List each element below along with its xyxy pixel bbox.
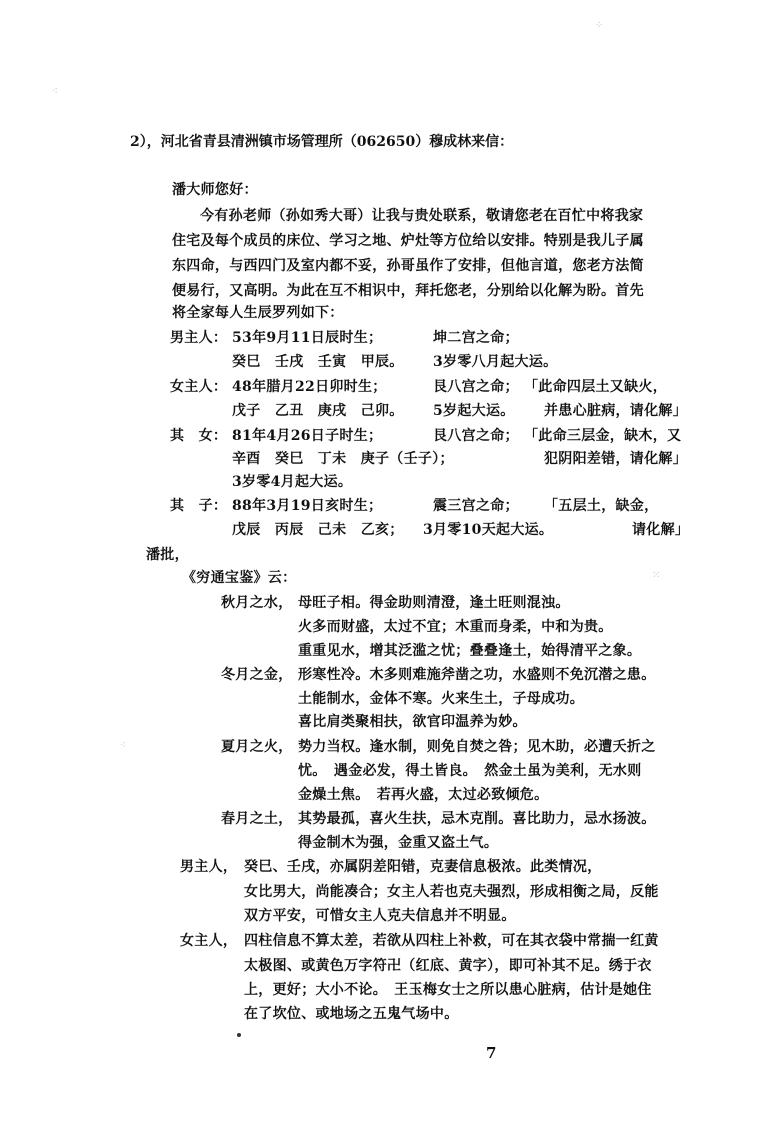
scan-speck: ⁖ bbox=[52, 86, 58, 97]
member-luck: 3岁零八月起大运。 bbox=[433, 354, 558, 370]
quote-line: 重重见水，增其泛滥之忧；叠叠逢土，始得清平之象。 bbox=[298, 643, 642, 659]
comment-line: 女比男大，尚能凑合；女主人若也克夫强烈，形成相衡之局，反能 bbox=[244, 884, 659, 900]
member-label: 其 子： bbox=[170, 498, 228, 514]
member-palace: 坤二宫之命； bbox=[433, 330, 519, 346]
comment-line: 双方平安，可惜女主人克夫信息并不明显。 bbox=[244, 908, 516, 924]
quote-line: 忧。 遇金必发，得土皆良。 然金土虽为美利，无水则 bbox=[298, 763, 642, 779]
member-pillars: 辛酉 癸巳 丁未 庚子（壬子）； bbox=[232, 451, 454, 467]
member-pillars: 癸巳 壬戌 壬寅 甲辰。 bbox=[232, 354, 404, 370]
member-note2: 并患心脏病，请化解」 bbox=[544, 403, 687, 419]
letter-line: 今有孙老师（孙如秀大哥）让我与贵处联系，敬请您老在百忙中将我家 bbox=[200, 208, 644, 224]
quote-line: 其势最孤，喜火生扶，忌木克削。喜比助力，忌水扬波。 bbox=[298, 811, 656, 827]
letter-heading: 2），河北省青县清洲镇市场管理所（062650）穆成林来信： bbox=[130, 134, 514, 150]
salutation: 潘大师您好： bbox=[172, 182, 258, 198]
comment-line: 在了坎位、或地场之五鬼气场中。 bbox=[244, 1006, 459, 1022]
quote-head: 春月之土， bbox=[221, 811, 293, 827]
quote-head: 夏月之火， bbox=[221, 739, 293, 755]
letter-line: 东四命，与西四门及室内都不妥，孙哥虽作了安排，但他言道，您老方法简 bbox=[172, 258, 644, 274]
member-luck: 3月零10天起大运。 bbox=[423, 522, 554, 538]
quote-line: 金燥土焦。 若再火盛，太过必致倾危。 bbox=[298, 787, 549, 803]
member-label: 女主人： bbox=[170, 379, 228, 395]
book-title: 《穷通宝鉴》云： bbox=[182, 570, 297, 586]
scan-speck: ⁖ bbox=[120, 740, 126, 751]
letter-line: 住宅及每个成员的床位、学习之地、炉灶等方位给以安排。特别是我儿子属 bbox=[172, 233, 644, 249]
comment-line: 上，更好；大小不论。 王玉梅女士之所以患心脏病，估计是她住 bbox=[244, 982, 652, 998]
member-note: 「五层土，缺金， bbox=[544, 498, 659, 514]
scan-speck: ⁙ bbox=[652, 570, 661, 581]
quote-line: 土能制水，金体不寒。火来生土，子母成功。 bbox=[298, 691, 584, 707]
member-palace: 艮八宫之命； bbox=[433, 428, 519, 444]
member-birth: 81年4月26日子时生； bbox=[232, 428, 383, 444]
member-label: 其 女： bbox=[170, 428, 228, 444]
comment-head: 男主人， bbox=[180, 859, 238, 875]
comment-line: 四柱信息不算太差，若欲从四柱上补救，可在其衣袋中常揣一红黄 bbox=[244, 933, 659, 949]
quote-line: 得金制木为强，金重又盗土气。 bbox=[298, 835, 499, 851]
scan-dot bbox=[237, 1033, 241, 1037]
member-luck: 3岁零4月起大运。 bbox=[232, 474, 353, 490]
member-label: 男主人： bbox=[170, 330, 228, 346]
quote-line: 形寒性冷。木多则难施斧凿之功，水盛则不免沉潜之患。 bbox=[298, 667, 656, 683]
member-birth: 53年9月11日辰时生； bbox=[232, 330, 383, 346]
comment-line: 太极图、或黄色万字符卍（红底、黄字），即可补其不足。绣于衣 bbox=[244, 958, 652, 974]
scan-speck: ⁘ bbox=[595, 20, 604, 31]
quote-line: 喜比肩类聚相扶，欲官印温养为妙。 bbox=[298, 714, 527, 730]
quote-line: 母旺子相。得金助则清澄，逢土旺则混浊。 bbox=[298, 595, 570, 611]
member-pillars: 戊子 乙丑 庚戌 己卯。 bbox=[232, 403, 404, 419]
quote-line: 火多而财盛，太过不宜；木重而身柔，中和为贵。 bbox=[298, 619, 613, 635]
member-palace: 艮八宫之命； bbox=[433, 379, 519, 395]
quote-line: 势力当权。逢水制，则免自焚之咎；见木助，必遭夭折之 bbox=[298, 739, 656, 755]
member-palace: 震三宫之命； bbox=[433, 498, 519, 514]
letter-line: 将全家每人生辰罗列如下： bbox=[172, 305, 344, 321]
member-note: 「此命三层金，缺木，又 bbox=[524, 428, 682, 444]
reply-label: 潘批， bbox=[146, 547, 189, 563]
member-luck: 5岁起大运。 bbox=[433, 403, 515, 419]
member-note2: 请化解」 bbox=[632, 522, 690, 538]
quote-head: 冬月之金， bbox=[221, 667, 293, 683]
member-birth: 48年腊月22日卯时生； bbox=[232, 379, 387, 395]
member-note2: 犯阴阳差错，请化解」 bbox=[544, 451, 687, 467]
member-note: 「此命四层土又缺火， bbox=[524, 379, 667, 395]
letter-line: 便易行，又高明。为此在互不相识中，拜托您老，分别给以化解为盼。首先 bbox=[172, 283, 644, 299]
quote-head: 秋月之水， bbox=[221, 595, 293, 611]
member-pillars: 戊辰 丙辰 己未 乙亥； bbox=[232, 522, 404, 538]
member-birth: 88年3月19日亥时生； bbox=[232, 498, 383, 514]
comment-line: 癸巳、壬戌，亦属阴差阳错，克妻信息极浓。此类情况， bbox=[244, 859, 602, 875]
comment-head: 女主人， bbox=[180, 933, 238, 949]
page-number: 7 bbox=[486, 1044, 497, 1062]
